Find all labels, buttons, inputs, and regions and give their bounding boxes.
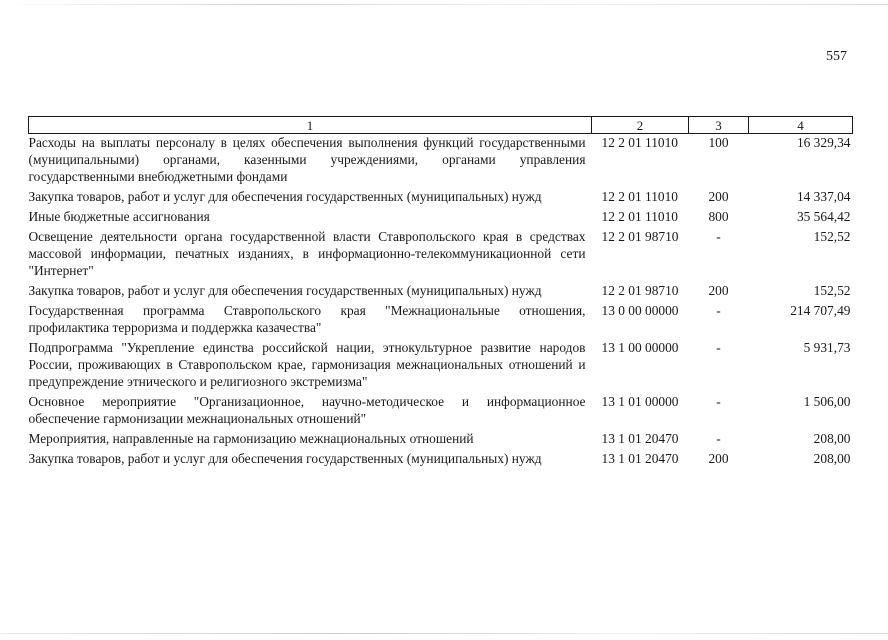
- row-type: 100: [708, 135, 729, 150]
- row-amount: 5 931,73: [803, 340, 851, 355]
- row-code: 12 2 01 11010: [601, 209, 678, 224]
- row-code: 12 2 01 11010: [601, 135, 678, 150]
- row-type: 200: [708, 451, 729, 466]
- row-code: 12 2 01 98710: [601, 283, 679, 298]
- table-header: [29, 117, 853, 134]
- row-type: -: [716, 340, 721, 355]
- table-row: [29, 339, 853, 393]
- table-row: [29, 134, 853, 189]
- table-row: [29, 208, 853, 228]
- row-amount: 208,00: [813, 431, 851, 446]
- row-name: Расходы на выплаты персоналу в целях обеспечения выполнения функций государственными (муниципальными) органами, казенными учреждениями, органами управления государственными внебюджетными фондами: [28, 135, 586, 184]
- header-col-2: 2: [592, 117, 689, 134]
- row-name: Закупка товаров, работ и услуг для обеспечения государственных (муниципальных) нужд: [28, 451, 542, 466]
- row-name: Основное мероприятие "Организационное, научно-методическое и информационное обеспечение гармонизации межнациональных отношений": [28, 394, 586, 426]
- row-type: -: [716, 229, 721, 244]
- table-row: [29, 302, 853, 339]
- row-name: Освещение деятельности органа государственной власти Ставропольского края в средствах массовой информации, печатных изданиях, в информационно-телекоммуникационной сети "Интернет": [28, 229, 586, 278]
- scan-edge-bottom: [0, 633, 888, 634]
- header-col-4: 4: [749, 117, 853, 134]
- row-name: Закупка товаров, работ и услуг для обеспечения государственных (муниципальных) нужд: [28, 189, 542, 204]
- table-row: [29, 228, 853, 282]
- row-type: 200: [708, 283, 729, 298]
- row-code: 12 2 01 11010: [601, 189, 678, 204]
- page-number: 557: [826, 49, 847, 64]
- row-name: Закупка товаров, работ и услуг для обеспечения государственных (муниципальных) нужд: [28, 283, 542, 298]
- row-type: -: [716, 303, 721, 318]
- row-code: 13 1 01 20470: [601, 451, 679, 466]
- row-type: 200: [708, 189, 729, 204]
- row-name: Мероприятия, направленные на гармонизацию межнациональных отношений: [28, 431, 474, 446]
- row-amount: 1 506,00: [803, 394, 851, 409]
- row-code: 13 0 00 00000: [601, 303, 679, 318]
- table-row: [29, 393, 853, 430]
- header-col-3: 3: [689, 117, 749, 134]
- row-amount: 214 707,49: [790, 303, 851, 318]
- row-amount: 152,52: [813, 229, 851, 244]
- row-amount: 35 564,42: [796, 209, 851, 224]
- row-amount: 208,00: [813, 451, 851, 466]
- row-type: -: [716, 394, 721, 409]
- table-body: [29, 134, 853, 471]
- table-row: [29, 188, 853, 208]
- row-amount: 16 329,34: [796, 135, 851, 150]
- table-row: [29, 430, 853, 450]
- row-code: 13 1 01 00000: [601, 394, 679, 409]
- row-name: Государственная программа Ставропольского края "Межнациональные отношения, профилактика терроризма и поддержка казачества": [28, 303, 586, 335]
- row-code: 12 2 01 98710: [601, 229, 679, 244]
- table-row: [29, 450, 853, 470]
- row-code: 13 1 01 20470: [601, 431, 679, 446]
- row-code: 13 1 00 00000: [601, 340, 679, 355]
- table-row: [29, 282, 853, 302]
- row-amount: 14 337,04: [796, 189, 851, 204]
- row-type: -: [716, 431, 721, 446]
- row-type: 800: [708, 209, 729, 224]
- scan-edge-top: [0, 4, 888, 5]
- budget-table: [28, 116, 853, 470]
- row-name: Иные бюджетные ассигнования: [28, 209, 210, 224]
- header-col-1: 1: [29, 117, 592, 134]
- row-name: Подпрограмма "Укрепление единства российской нации, этнокультурное развитие народов России, проживающих в Ставропольском крае, гармонизация межнациональных отношений и предупреждение этнического и религиозного экстремизма": [28, 340, 586, 389]
- row-amount: 152,52: [813, 283, 851, 298]
